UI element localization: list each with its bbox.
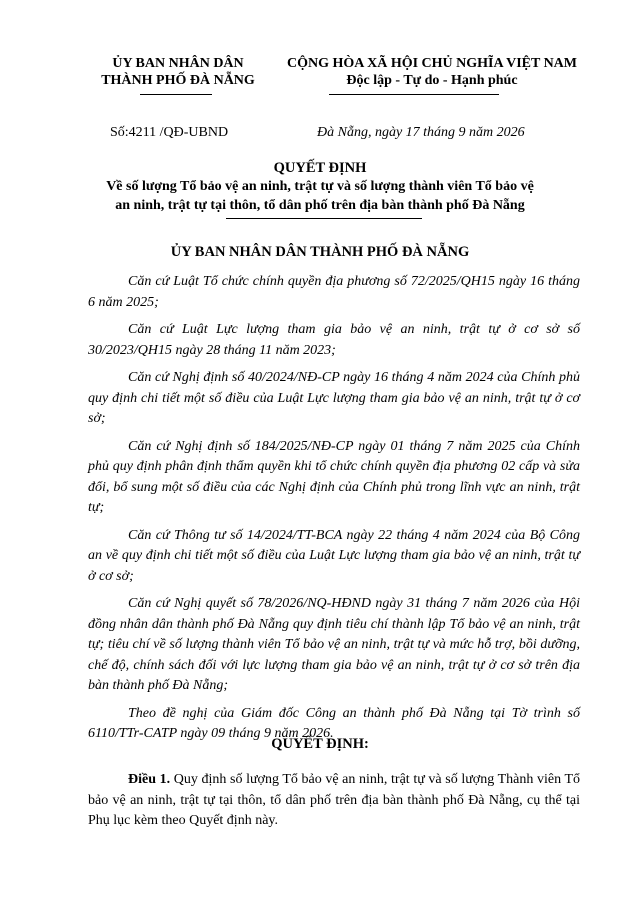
issuing-agency [88, 55, 268, 89]
agency-underline [140, 94, 212, 95]
basis-paragraph: Căn cứ Luật Tổ chức chính quyền địa phương số 72/2025/QH15 ngày 16 tháng 6 năm 2025; [88, 274, 580, 310]
nation-name: CỘNG HÒA XÃ HỘI CHỦ NGHĨA VIỆT NAM [286, 56, 577, 71]
basis-paragraph: Theo đề nghị của Giám đốc Công an thành phố Đà Nẵng tại Tờ trình số 6110/TTr-CATP ngày 09 tháng 9 năm 2026. [88, 705, 580, 741]
motto-underline [329, 94, 499, 95]
national-motto [274, 55, 590, 89]
place-date: Đà Nẵng, ngày 17 tháng 9 năm 2026 [317, 125, 525, 140]
basis-paragraph: Căn cứ Thông tư số 14/2024/TT-BCA ngày 22 tháng 4 năm 2024 của Bộ Công an về quy định chi tiết một số điều của Luật Lực lượng tham gia bảo vệ an ninh, trật tự ở cơ sở; [88, 527, 580, 584]
document-subject [60, 177, 580, 215]
title-underline [226, 218, 422, 219]
document-number: Số:4211 /QĐ-UBND [110, 125, 229, 140]
issuing-authority: ỦY BAN NHÂN DÂN THÀNH PHỐ ĐÀ NẴNG [170, 244, 470, 260]
basis-paragraph: Căn cứ Luật Lực lượng tham gia bảo vệ an ninh, trật tự ở cơ sở số 30/2023/QH15 ngày 28 tháng 11 năm 2023; [88, 322, 580, 358]
agency-line-2: THÀNH PHỐ ĐÀ NẴNG [101, 73, 255, 88]
article-1-label: Điều 1. [128, 772, 171, 787]
legal-basis [88, 272, 580, 752]
decision-heading: QUYẾT ĐỊNH: [271, 736, 369, 752]
agency-line-1: ỦY BAN NHÂN DÂN [112, 56, 244, 71]
document-title: QUYẾT ĐỊNH [273, 160, 367, 176]
article-1 [88, 770, 580, 832]
subject-line-2: an ninh, trật tự tại thôn, tổ dân phố trên địa bàn thành phố Đà Nẵng [115, 198, 525, 213]
motto: Độc lập - Tự do - Hạnh phúc [346, 73, 518, 88]
basis-paragraph: Căn cứ Nghị định số 184/2025/NĐ-CP ngày 01 tháng 7 năm 2025 của Chính phủ quy định phân định thẩm quyền khi tổ chức chính quyền địa phương 02 cấp và sửa đổi, bổ sung một số điều của các Nghị định của Chính phủ trong lĩnh vực an ninh, trật tự; [88, 438, 580, 515]
subject-line-1: Về số lượng Tổ bảo vệ an ninh, trật tự và số lượng thành viên Tổ bảo vệ [106, 179, 534, 194]
basis-paragraph: Căn cứ Nghị quyết số 78/2026/NQ-HĐND ngày 31 tháng 7 năm 2026 của Hội đồng nhân dân thành phố Đà Nẵng quy định tiêu chí thành lập Tổ bảo vệ an ninh, trật tự; tiêu chí về số lượng thành viên Tổ bảo vệ an ninh, trật tự và mức hỗ trợ, bồi dưỡng, chế độ, chính sách đối với lực lượng tham gia bảo vệ an ninh, trật tự ở cơ sở trên địa bàn thành phố Đà Nẵng; [88, 596, 580, 693]
article-1-text: Quy định số lượng Tổ bảo vệ an ninh, trật tự và số lượng Thành viên Tổ bảo vệ an ninh, trật tự tại thôn, tổ dân phố trên địa bàn thành phố Đà Nẵng, cụ thể tại Phụ lục kèm theo Quyết định này. [88, 772, 580, 828]
article-1-paragraph [88, 770, 580, 832]
basis-paragraph: Căn cứ Nghị định số 40/2024/NĐ-CP ngày 16 tháng 4 năm 2024 của Chính phủ quy định chi tiết một số điều của Luật Lực lượng tham gia bảo vệ an ninh, trật tự ở cơ sở; [88, 370, 580, 426]
